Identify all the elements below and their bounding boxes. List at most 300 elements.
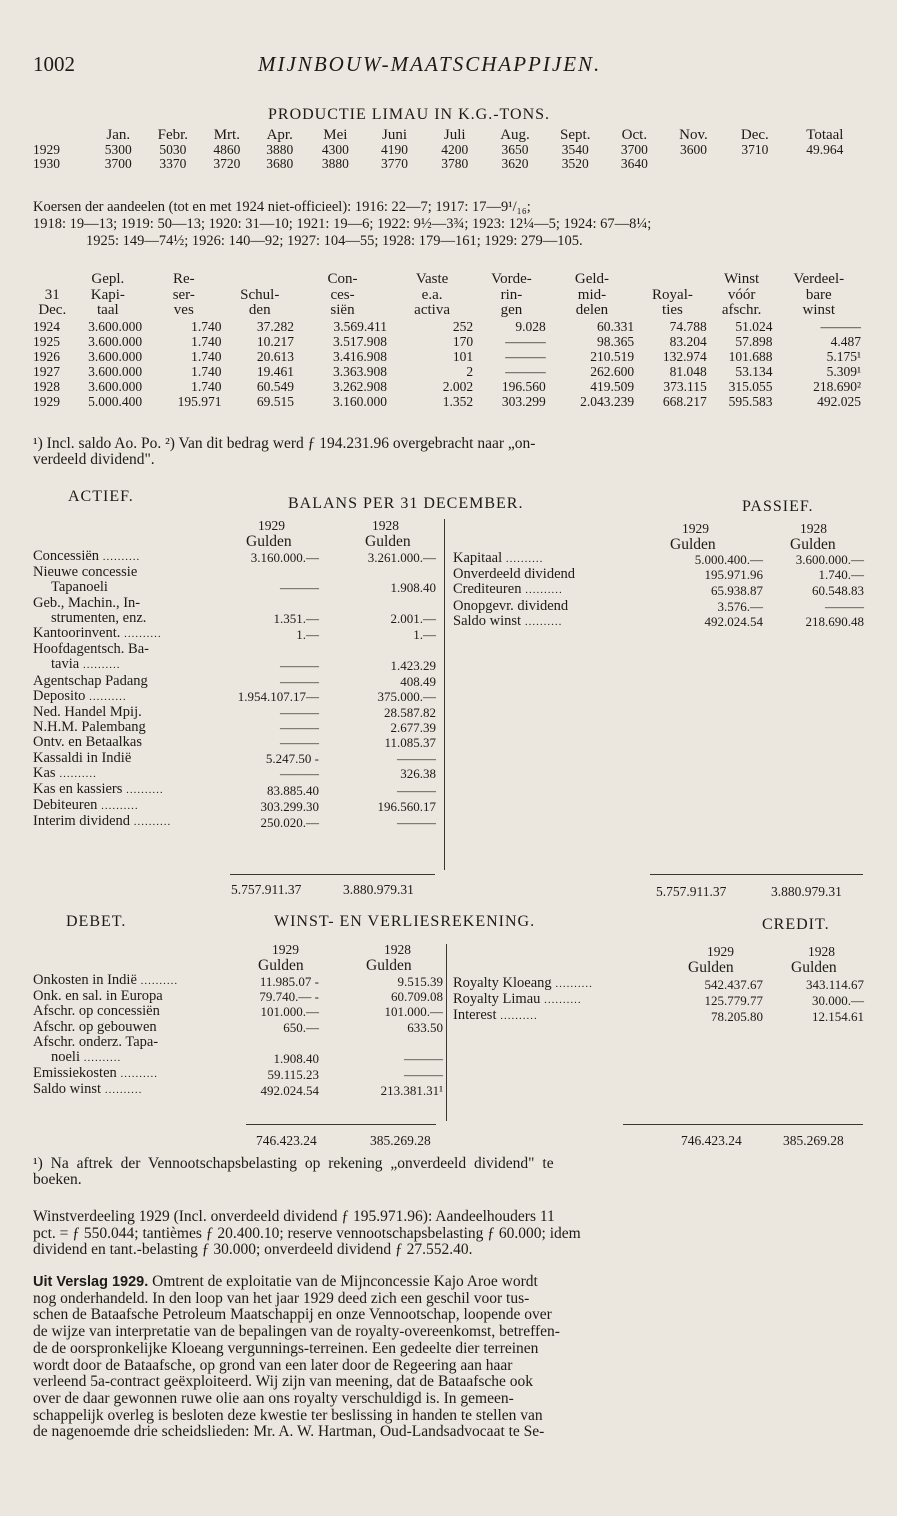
balance-asset-label xyxy=(33,642,231,657)
pnl-debit-label-text: Afschr. op gebouwen xyxy=(33,1019,157,1035)
pnl-credit-value-1928: 12.154.61 xyxy=(812,1008,864,1024)
pnl-debit-leader: .......... xyxy=(116,1068,159,1081)
financials-cell: 3.600.000 xyxy=(88,348,143,364)
financials-cell: 1.740 xyxy=(191,378,222,394)
balance-asset-row xyxy=(33,626,436,642)
balance-asset-row xyxy=(33,580,436,595)
balance-asset-label-text: strumenten, enz. xyxy=(51,610,147,626)
balance-asset-row xyxy=(33,720,436,735)
balance-liability-value-1928: 1.740.— xyxy=(818,567,864,583)
pnl-debit-label-text: Afschr. onderz. Tapa- xyxy=(33,1034,159,1050)
financials-cell: 3.600.000 xyxy=(88,318,143,334)
balance-asset-row xyxy=(33,689,436,705)
balance-asset-label xyxy=(33,735,231,750)
balance-asset-leader: .......... xyxy=(55,767,97,780)
balance-asset-value-1928: ——— xyxy=(397,814,436,830)
financials-cell: 5.000.400 xyxy=(88,393,143,409)
balance-asset-leader: .......... xyxy=(85,690,127,703)
balance-asset-value-1929: 1.— xyxy=(296,626,319,642)
balance-asset-label-text: Tapanoeli xyxy=(51,580,108,596)
pnl-credit-value-1929: 542.437.67 xyxy=(704,976,763,992)
pnl-credit-label-text: Royalty Limau xyxy=(453,992,541,1008)
financials-cell: 81.048 xyxy=(669,363,707,379)
balance-asset-leader: .......... xyxy=(120,628,162,641)
production-header-year xyxy=(33,128,92,143)
balance-asset-label xyxy=(33,611,231,626)
balance-asset-label-text: Kas en kassiers xyxy=(33,782,123,798)
production-table xyxy=(33,128,863,171)
financials-cell: 1.740 xyxy=(191,333,222,349)
pnl-credit xyxy=(453,976,864,1025)
financials-cell: 2.043.239 xyxy=(580,393,635,409)
production-cell: 3520 xyxy=(561,156,589,171)
balance-asset-row xyxy=(33,782,436,798)
balance-liability-label xyxy=(453,582,653,598)
balance-asset-value-1928: 2.001.— xyxy=(390,610,436,626)
balance-unit-right-1: Gulden xyxy=(670,536,716,553)
balance-asset-row xyxy=(33,642,436,657)
production-cell: 4860 xyxy=(213,142,241,157)
koersen-line-1: Koersen der aandeelen (tot en met 1924 niet-officieel): 1916: 22—7; 1917: 17—9¹/₁₆; xyxy=(33,199,531,215)
production-year: 1930 xyxy=(33,156,60,171)
pnl-debit-row xyxy=(33,1020,443,1035)
financials-cell: 1.352 xyxy=(442,393,474,409)
balance-asset-value-1928: 326.38 xyxy=(400,766,436,782)
pnl-right-title: CREDIT. xyxy=(762,916,830,933)
production-cell: 4190 xyxy=(381,142,408,157)
balance-left-title: ACTIEF. xyxy=(68,488,134,505)
balance-asset-value-1928: 408.49 xyxy=(400,673,436,689)
production-cell: 3700 xyxy=(104,156,132,171)
financials-cell: 3.600.000 xyxy=(88,378,143,394)
koersen-line-3: 1925: 149—74½; 1926: 140—92; 1927: 104—55; 1928: 179—161; 1929: 279—105. xyxy=(86,233,583,249)
verslag-line-1: nog onderhandeld. In den loop van het jaar 1929 deed zich een geschil voor tus- xyxy=(33,1289,530,1307)
production-cell: 3680 xyxy=(266,156,294,171)
balance-asset-value-1929: 250.020.— xyxy=(260,814,319,830)
pnl-debit-label xyxy=(33,1035,231,1050)
pnl-debit-value-1929: 650.— xyxy=(283,1019,319,1035)
balance-liability-label xyxy=(453,551,653,567)
balance-liability-label xyxy=(453,599,653,614)
balance-asset-value-1929: 303.299.30 xyxy=(260,798,319,814)
winstverdeeling-line-2: pct. = ƒ 550.044; tantièmes ƒ 20.400.10; reserve vennootschapsbelasting ƒ 60.000; idem xyxy=(33,1225,581,1242)
pnl-total-rule-left xyxy=(246,1124,436,1125)
pnl-debit-value-1928: ——— xyxy=(404,1066,443,1082)
production-cell: 3710 xyxy=(741,142,769,157)
balance-asset-row xyxy=(33,735,436,750)
financials-header-cell: activa xyxy=(414,302,450,318)
production-cell: 3540 xyxy=(561,142,589,157)
balance-asset-value-1929: 83.885.40 xyxy=(267,782,319,798)
financials-cell: 101.688 xyxy=(728,348,773,364)
balance-liability-label-text: Onopgevr. dividend xyxy=(453,598,569,614)
production-cell: 3640 xyxy=(620,156,648,171)
balance-asset-label-text: Ned. Handel Mpij. xyxy=(33,705,142,721)
pnl-debit-value-1928: ——— xyxy=(404,1050,443,1066)
pnl-debit-leader: .......... xyxy=(101,1084,143,1097)
financials-header-cell: Gepl. xyxy=(91,271,125,287)
pnl-debit-label-text: Afschr. op concessiën xyxy=(33,1004,160,1020)
balance-asset-row xyxy=(33,814,436,830)
balance-asset-row xyxy=(33,549,436,565)
pnl-credit-label-text: Royalty Kloeang xyxy=(453,976,552,991)
financials-header-cell: delen xyxy=(575,302,609,318)
verslag-line-5: wordt door de Bataafsche, op grond van een later door de Regeering aan haar xyxy=(33,1356,513,1374)
pnl-debit-label xyxy=(33,1050,231,1066)
pnl-unit-left-1: Gulden xyxy=(258,957,304,974)
production-cell: 4200 xyxy=(441,142,469,157)
pnl-credit-label xyxy=(453,992,653,1008)
balance-liability-label xyxy=(453,567,653,582)
pnl-debit-value-1929: 59.115.23 xyxy=(267,1066,319,1082)
balance-liability-row xyxy=(453,582,864,598)
pnl-unit-left-2: Gulden xyxy=(366,957,412,974)
balance-asset-value-1929 xyxy=(231,565,319,580)
pnl-debit-value-1928: 213.381.31¹ xyxy=(380,1082,443,1098)
pnl-debit-value-1928: 60.709.08 xyxy=(391,989,443,1005)
balance-asset-value-1928: ——— xyxy=(397,782,436,798)
pnl-total-right-1928: 385.269.28 xyxy=(783,1133,844,1148)
balance-asset-value-1929: ——— xyxy=(280,720,319,736)
balance-asset-value-1928 xyxy=(319,596,436,611)
winstverdeeling-line-3: dividend en tant.-belasting ƒ 30.000; onverdeeld dividend ƒ 27.552.40. xyxy=(33,1241,473,1258)
balance-asset-value-1929: 5.247.50 - xyxy=(265,750,319,766)
balance-liability-label-text: Saldo winst xyxy=(453,613,522,629)
financials-header-cell xyxy=(636,272,709,288)
pnl-debit-label xyxy=(33,1020,231,1035)
production-year: 1929 xyxy=(33,142,60,157)
balance-asset-label xyxy=(33,782,231,798)
pnl-credit-value-1928: 343.114.67 xyxy=(805,976,864,992)
balance-asset-row xyxy=(33,611,436,626)
balance-liability-row xyxy=(453,614,864,630)
production-month-header: Nov. xyxy=(679,127,708,143)
verslag-line-8: schappelijk overleg is besloten deze kwestie ter beslissing in handen te stellen van xyxy=(33,1406,543,1424)
financials-header-cell: Verdeel- xyxy=(793,271,845,287)
balance-asset-value-1929: ——— xyxy=(280,735,319,751)
financials-cell: 668.217 xyxy=(662,393,707,409)
balance-liability-value-1929: 492.024.54 xyxy=(704,614,763,630)
balance-asset-row xyxy=(33,798,436,814)
pnl-debit-row xyxy=(33,1082,443,1098)
financials-cell: 303.299 xyxy=(501,393,546,409)
pnl-debit-label-text: Emissiekosten xyxy=(33,1066,117,1082)
pnl-credit-label xyxy=(453,976,653,992)
verslag-line-2: schen de Bataafsche Petroleum Maatschappij en onze Vennootschap, loopende over xyxy=(33,1306,552,1324)
financials-header-cell: ser- xyxy=(172,286,195,303)
balance-asset-leader: .......... xyxy=(130,816,172,829)
balance-asset-row xyxy=(33,657,436,673)
financials-cell: 74.788 xyxy=(669,318,707,334)
financials-cell: 262.600 xyxy=(590,363,635,379)
production-cell: 3880 xyxy=(321,156,349,171)
pnl-debit-label-text: Onkosten in Indië xyxy=(33,973,137,988)
balance-asset-value-1928: 28.587.82 xyxy=(384,705,436,721)
financials-header-cell: ces- xyxy=(330,286,355,303)
pnl-unit-right-1: Gulden xyxy=(688,959,734,976)
pnl-left-title: DEBET. xyxy=(66,913,127,930)
balance-asset-value-1929: ——— xyxy=(280,580,319,596)
pnl-credit-row xyxy=(453,976,864,992)
balance-asset-label xyxy=(33,580,231,595)
pnl-footnote-2: boeken. xyxy=(33,1171,82,1188)
production-cell: 3620 xyxy=(501,156,529,171)
balance-asset-leader: .......... xyxy=(97,800,139,813)
production-cell: 3720 xyxy=(213,156,241,171)
pnl-year-1928-right: 1928 xyxy=(808,944,835,959)
financials-cell: 69.515 xyxy=(256,393,295,409)
financials-cell: 419.509 xyxy=(590,378,635,394)
balance-asset-value-1928 xyxy=(319,565,436,580)
balance-asset-label-text: Debiteuren xyxy=(33,798,98,814)
financials-header-cell: Dec. xyxy=(38,302,67,318)
balance-liability-value-1929: 195.971.96 xyxy=(704,567,763,583)
balance-total-rule-left xyxy=(230,874,435,875)
pnl-debit-value-1928 xyxy=(319,1035,443,1050)
pnl-debit-value-1929: 11.985.07 - xyxy=(259,973,319,989)
production-cell xyxy=(664,157,723,171)
pnl-debit xyxy=(33,973,443,1099)
financials-header-row xyxy=(33,288,863,304)
balance-total-rule-right xyxy=(650,874,863,875)
balance-asset-label xyxy=(33,549,231,565)
pnl-debit-value-1928: 633.50 xyxy=(407,1019,443,1035)
financials-row xyxy=(33,349,863,364)
pnl-debit-value-1928: 9.515.39 xyxy=(397,973,443,989)
production-cell: 3780 xyxy=(441,156,469,171)
balance-liability-row xyxy=(453,551,864,567)
financials-year: 1927 xyxy=(33,363,60,379)
balance-asset-value-1929: ——— xyxy=(280,657,319,673)
pnl-debit-row xyxy=(33,1035,443,1050)
financials-header-cell: winst xyxy=(802,302,835,318)
production-row xyxy=(33,143,863,157)
balance-asset-value-1929: 3.160.000.— xyxy=(250,549,319,565)
balance-asset-label xyxy=(33,751,231,766)
financials-cell: 196.560 xyxy=(501,378,546,394)
page-title: MIJNBOUW-MAATSCHAPPIJEN. xyxy=(258,52,602,76)
koersen-line-2: 1918: 19—13; 1919: 50—13; 1920: 31—10; 1921: 19—6; 1922: 9½—3¾; 1923: 12¼—5; 1924: 67—8¼; xyxy=(33,216,652,232)
production-month-header: Apr. xyxy=(266,127,293,143)
balance-year-1929-left: 1929 xyxy=(258,518,285,533)
financials-header-cell: Vaste xyxy=(415,271,449,287)
balance-liability-leader: .......... xyxy=(502,553,544,565)
pnl-unit-right-2: Gulden xyxy=(791,959,837,976)
balance-asset-value-1928: ——— xyxy=(397,750,436,766)
financials-header-cell: vóór xyxy=(727,286,756,303)
pnl-debit-label-text: Onk. en sal. in Europa xyxy=(33,989,163,1005)
pnl-credit-leader: .......... xyxy=(551,978,593,990)
balance-asset-label xyxy=(33,720,231,735)
pnl-debit-label xyxy=(33,973,231,989)
financials-header-cell: den xyxy=(248,302,271,318)
production-cell: 5300 xyxy=(104,142,132,157)
pnl-debit-label-text: Saldo winst xyxy=(33,1082,102,1098)
pnl-debit-row xyxy=(33,1004,443,1019)
balance-liability-label-text: Onverdeeld dividend xyxy=(453,567,576,583)
balance-asset-value-1929: ——— xyxy=(280,673,319,689)
balance-asset-label-text: Kassaldi in Indië xyxy=(33,750,132,766)
pnl-debit-row xyxy=(33,1066,443,1082)
financials-cell: 83.204 xyxy=(669,333,707,349)
balance-liability-row xyxy=(453,567,864,582)
production-month-header: Dec. xyxy=(740,127,769,143)
financials-cell: 1.740 xyxy=(191,348,222,364)
financials-cell: ——— xyxy=(505,363,546,379)
financials-row xyxy=(33,334,863,349)
balance-asset-value-1928: 2.677.39 xyxy=(390,720,436,736)
financials-cell: 373.115 xyxy=(663,378,707,394)
financials-row xyxy=(33,364,863,379)
production-cell xyxy=(723,157,787,171)
production-cell xyxy=(787,157,863,171)
balance-asset-value-1928: 375.000.— xyxy=(377,689,436,705)
production-row xyxy=(33,157,863,171)
balance-total-left-1928: 3.880.979.31 xyxy=(343,882,414,897)
financials-cell: 492.025 xyxy=(817,393,861,409)
balance-asset-label xyxy=(33,814,231,830)
verslag-line-4: de de oorspronkelijke Kloeang vergunnings-terreinen. Een gedeelte dier terreinen xyxy=(33,1339,539,1357)
balance-asset-label xyxy=(33,705,231,720)
pnl-year-1929-right: 1929 xyxy=(707,944,734,959)
financials-header-row xyxy=(33,303,863,319)
financials-cell: 51.024 xyxy=(735,318,773,334)
balance-asset-value-1929 xyxy=(231,596,319,611)
winstverdeeling-line-1: Winstverdeeling 1929 (Incl. onverdeeld dividend ƒ 195.971.96): Aandeelhouders 11 xyxy=(33,1208,555,1225)
balance-asset-label xyxy=(33,657,231,673)
production-month-header: Totaal xyxy=(806,127,844,143)
balance-liability-leader: .......... xyxy=(521,615,563,628)
financials-header-cell: 31 xyxy=(44,286,60,303)
balance-asset-label-text: Nieuwe concessie xyxy=(33,565,138,581)
financials-header-cell: e.a. xyxy=(421,286,443,303)
balance-asset-row xyxy=(33,705,436,720)
financials-header-cell: bare xyxy=(805,286,832,303)
page-number: 1002 xyxy=(33,52,75,76)
pnl-debit-value-1929: 1.908.40 xyxy=(273,1050,319,1066)
production-cell: 3770 xyxy=(381,156,408,171)
balance-liabilities xyxy=(453,551,864,630)
production-cell: 3700 xyxy=(620,142,648,157)
balance-year-1929-right: 1929 xyxy=(682,521,709,536)
balance-year-1928-right: 1928 xyxy=(800,521,827,536)
pnl-credit-row xyxy=(453,992,864,1008)
financials-cell: 101 xyxy=(452,348,474,364)
pnl-credit-leader: .......... xyxy=(496,1010,538,1023)
production-month-header: Jan. xyxy=(106,127,131,143)
balance-asset-label-text: Kas xyxy=(33,765,56,781)
balance-asset-value-1928: 1.— xyxy=(413,626,436,642)
balance-assets xyxy=(33,549,436,831)
balance-asset-value-1928: 11.085.37 xyxy=(384,735,436,751)
balance-liability-value-1928: 218.690.48 xyxy=(805,614,864,630)
balance-asset-value-1928 xyxy=(319,642,436,657)
production-cell: 3880 xyxy=(266,142,294,157)
balance-total-right-1929: 5.757.911.37 xyxy=(656,884,727,899)
balance-asset-leader: .......... xyxy=(122,784,164,797)
verslag-paragraph xyxy=(33,1274,865,1441)
balance-right-title: PASSIEF. xyxy=(742,498,814,515)
financials-cell: ——— xyxy=(505,348,546,364)
financials-cell: 3.600.000 xyxy=(88,363,143,379)
pnl-debit-leader: .......... xyxy=(136,975,179,987)
balance-total-right-1928: 3.880.979.31 xyxy=(771,884,842,899)
pnl-credit-row xyxy=(453,1008,864,1024)
financials-cell: 53.134 xyxy=(735,363,773,379)
balance-asset-row xyxy=(33,674,436,689)
financials-cell: 10.217 xyxy=(256,333,295,349)
balance-asset-label xyxy=(33,674,231,689)
pnl-debit-row xyxy=(33,1050,443,1066)
financials-cell: 1.740 xyxy=(191,363,222,379)
balance-asset-row xyxy=(33,766,436,782)
financials-header-cell: gen xyxy=(500,302,523,318)
balance-unit-right-2: Gulden xyxy=(790,536,836,553)
pnl-debit-value-1929: 492.024.54 xyxy=(260,1082,319,1098)
production-cell: 3650 xyxy=(501,142,529,157)
pnl-total-left-1928: 385.269.28 xyxy=(370,1133,431,1148)
financials-cell: 3.160.000 xyxy=(333,393,387,409)
balance-asset-value-1928: 3.261.000.— xyxy=(367,549,436,565)
balance-unit-left-2: Gulden xyxy=(365,533,411,550)
pnl-debit-value-1929: 79.740.— - xyxy=(259,989,319,1005)
financials-cell: ——— xyxy=(820,318,861,334)
verslag-line-6: verleend 5a-contract geëxploiteerd. Wij zijn van meening, dat de Bataafsche ook xyxy=(33,1373,534,1391)
financials-cell: 315.055 xyxy=(728,378,773,394)
balance-asset-label-text: Agentschap Padang xyxy=(33,673,148,689)
financials-cell: 252 xyxy=(452,318,474,334)
balance-asset-label-text: N.H.M. Palembang xyxy=(33,720,146,736)
balance-asset-label-text: Geb., Machin., In- xyxy=(33,595,141,611)
financials-header-cell: Con- xyxy=(327,271,358,287)
production-month-header: Juni xyxy=(382,127,408,143)
pnl-debit-label xyxy=(33,1066,231,1082)
pnl-footnote-1: ¹) Na aftrek der Vennootschapsbelasting op rekening „onverdeeld dividend" te xyxy=(33,1155,554,1172)
balance-asset-label-text: Concessiën xyxy=(33,549,100,564)
balance-asset-value-1929: ——— xyxy=(280,766,319,782)
balance-asset-value-1929 xyxy=(231,642,319,657)
balance-asset-value-1929: 1.351.— xyxy=(273,610,319,626)
production-cell: 5030 xyxy=(159,142,187,157)
production-cell: 3370 xyxy=(159,156,187,171)
financials-cell: 2 xyxy=(466,363,474,379)
financials-header-cell: ves xyxy=(173,302,194,318)
financials-header-cell: Royal- xyxy=(652,286,693,303)
financials-cell: 60.331 xyxy=(597,318,635,334)
balance-asset-row xyxy=(33,751,436,766)
financials-row xyxy=(33,379,863,394)
financials-cell: 3.363.908 xyxy=(333,363,387,379)
balance-asset-label-text: tavia xyxy=(51,657,80,673)
balance-liability-value-1928: 3.600.000.— xyxy=(795,551,864,567)
financials-cell: 3.569.411 xyxy=(333,318,387,334)
balance-asset-label xyxy=(33,626,231,642)
production-month-header: Febr. xyxy=(157,127,189,143)
balance-divider xyxy=(444,519,445,870)
financials-cell: 20.613 xyxy=(256,348,295,364)
pnl-total-left-1929: 746.423.24 xyxy=(256,1133,317,1148)
balance-asset-row xyxy=(33,596,436,611)
production-title: PRODUCTIE LIMAU IN K.G.-TONS. xyxy=(268,106,551,123)
production-month-header: Mei xyxy=(323,127,348,143)
pnl-credit-leader: .......... xyxy=(540,994,582,1007)
financials-header-cell xyxy=(33,272,72,288)
pnl-divider xyxy=(446,944,447,1121)
balance-liability-label-text: Kapitaal xyxy=(453,551,503,566)
financials-cell: 3.416.908 xyxy=(333,348,387,364)
balance-asset-label xyxy=(33,689,231,705)
balance-liability-leader: .......... xyxy=(521,584,563,597)
